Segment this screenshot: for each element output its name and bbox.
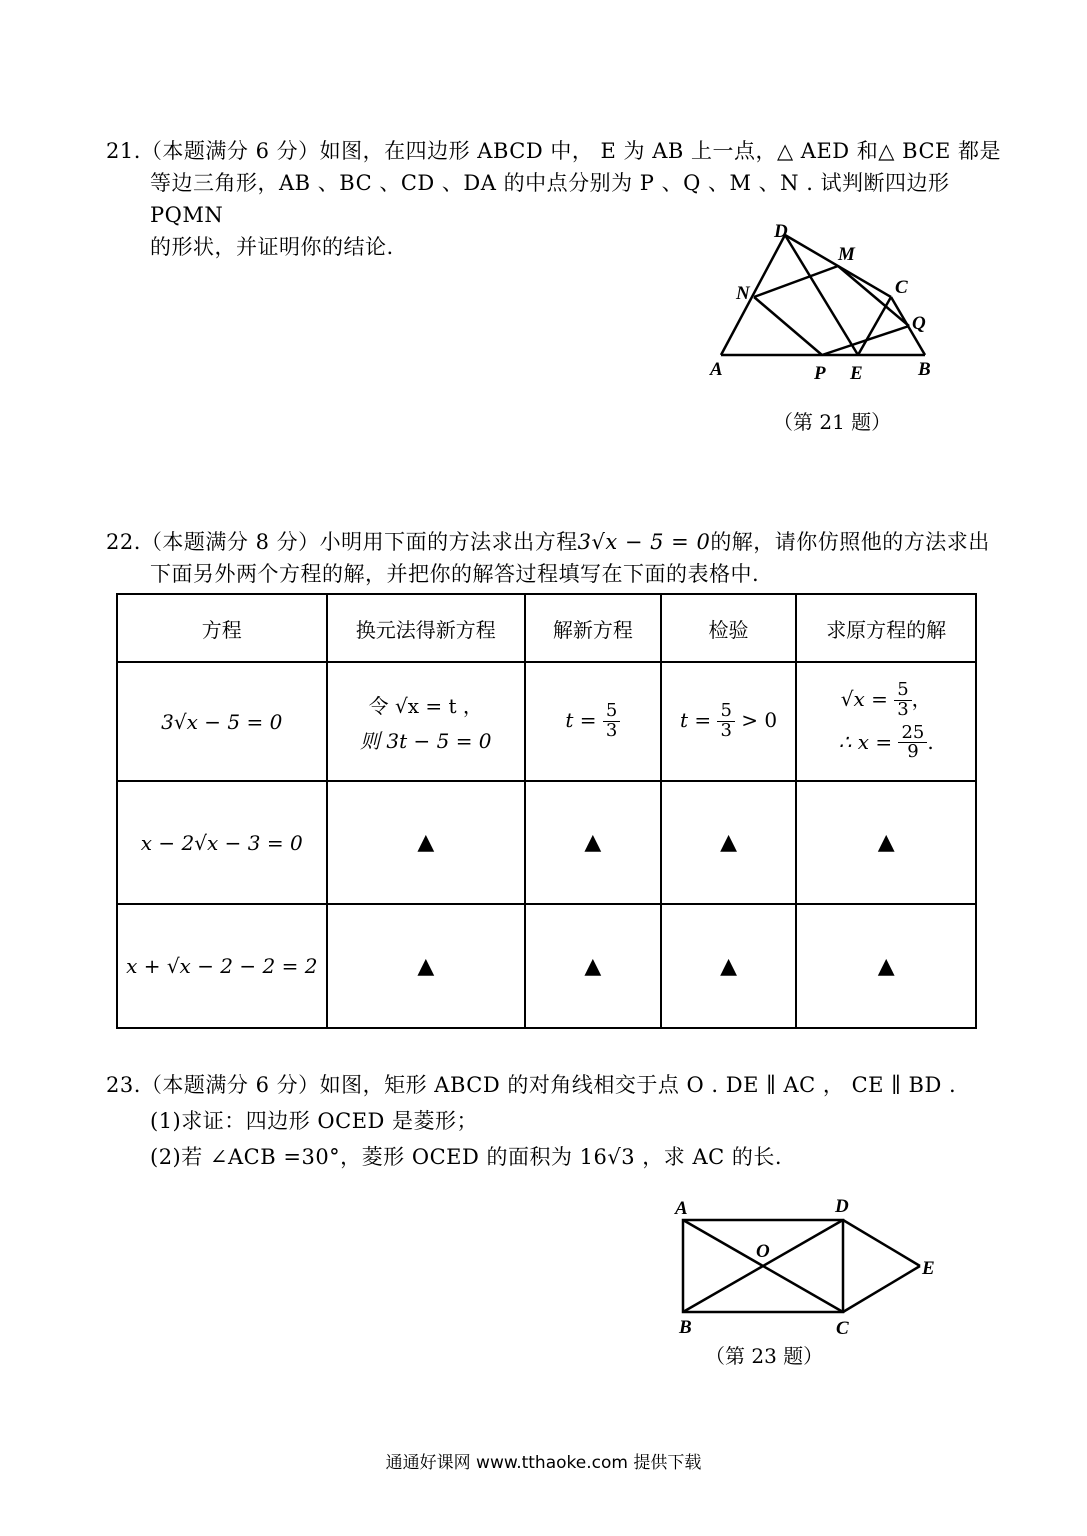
- fig23-label-c: C: [836, 1318, 849, 1339]
- example-sub-line1: 令 √x = t ，: [368, 693, 483, 718]
- table-header-row: [117, 594, 976, 662]
- row2-solution-placeholder[interactable]: ▲: [796, 781, 976, 904]
- ans1-tail: ，: [911, 686, 932, 711]
- q22-line1-post: 的解，请你仿照他的方法求出: [710, 530, 990, 554]
- solution-line2: [797, 721, 975, 763]
- q22-line2: 下面另外两个方程的解，并把你的解答过程填写在下面的表格中.: [150, 562, 760, 586]
- check-rhs: > 0: [741, 708, 778, 732]
- check-lhs: t =: [679, 708, 712, 732]
- row2-equation: x − 2√x − 3 = 0: [117, 781, 327, 904]
- table-row: [117, 904, 976, 1028]
- fig23-label-e: E: [922, 1258, 935, 1279]
- q21-line2: 等边三角形，AB 、BC 、CD 、DA 的中点分别为 P 、Q 、M 、N . 试判断四边形 PQMN: [150, 171, 950, 227]
- row3-solve-placeholder[interactable]: ▲: [525, 904, 661, 1028]
- fig21-label-a: A: [710, 359, 723, 380]
- check-num: 5: [717, 702, 734, 722]
- example-sub-line2: 则 3t − 5 = 0: [360, 728, 492, 753]
- fig23-label-a: A: [675, 1198, 688, 1219]
- q23-line1: 23.（本题满分 6 分）如图，矩形 ABCD 的对角线相交于点 O . DE ∥ AC ， CE ∥ BD .: [106, 1073, 957, 1097]
- fig21-label-e: E: [850, 363, 863, 384]
- q23-line3: (2)若 ∠ACB =30°，菱形 OCED 的面积为 16√3 ，求 AC 的长.: [150, 1145, 783, 1169]
- solve-lhs: t =: [565, 708, 597, 732]
- q22-line1: [106, 526, 1026, 558]
- fig23-label-d: D: [835, 1196, 849, 1217]
- header-check: 检验: [661, 594, 797, 662]
- header-solution: 求原方程的解: [796, 594, 976, 662]
- q22-line1-pre: 22.（本题满分 8 分）小明用下面的方法求出方程: [106, 530, 578, 554]
- ans1-den: 3: [897, 698, 909, 720]
- q23-line2: (1)求证：四边形 OCED 是菱形；: [150, 1109, 479, 1133]
- fig21-label-c: C: [895, 277, 908, 298]
- header-solve: 解新方程: [525, 594, 661, 662]
- fig21-label-m: M: [838, 244, 855, 265]
- fig23-label-b: B: [679, 1317, 692, 1338]
- q21-line1: 21.（本题满分 6 分）如图，在四边形 ABCD 中， E 为 AB 上一点，△ AED 和△ BCE 都是: [106, 139, 1002, 163]
- ans2-tail: .: [927, 729, 934, 754]
- row2-check-placeholder[interactable]: ▲: [661, 781, 797, 904]
- header-substitution: 换元法得新方程: [327, 594, 526, 662]
- q21-line3: 的形状，并证明你的结论.: [150, 235, 394, 259]
- ans2-lhs: ∴ x =: [838, 729, 893, 754]
- fig21-label-d: D: [774, 221, 788, 242]
- solution-line1: [797, 678, 975, 720]
- row2-solve-placeholder[interactable]: ▲: [525, 781, 661, 904]
- table-row: [117, 662, 976, 781]
- ans1-fraction: [894, 678, 911, 720]
- fig21-label-p: P: [814, 363, 826, 384]
- question-22: [106, 526, 1026, 590]
- caption-21: （第 21 题）: [773, 410, 892, 434]
- page-footer: 通通好课网 www.tthaoke.com 提供下载: [385, 1453, 702, 1473]
- example-substitution: [327, 662, 526, 781]
- check-den: 3: [720, 720, 732, 741]
- example-check: [661, 662, 797, 781]
- example-equation: 3√x − 5 = 0: [117, 662, 327, 781]
- fig21-label-b: B: [918, 359, 931, 380]
- fig21-label-n: N: [736, 283, 750, 304]
- ans2-den: 9: [907, 741, 919, 763]
- figure-21: [700, 215, 960, 395]
- ans1-lhs: √x =: [840, 686, 888, 711]
- check-fraction: [717, 702, 734, 741]
- caption-23: （第 23 题）: [705, 1344, 824, 1368]
- ans1-num: 5: [894, 681, 911, 701]
- example-solution: [796, 662, 976, 781]
- row3-check-placeholder[interactable]: ▲: [661, 904, 797, 1028]
- figure-23: [660, 1190, 950, 1340]
- table-row: [117, 781, 976, 904]
- q22-line1-equation: 3√x − 5 = 0: [577, 530, 711, 554]
- solve-num: 5: [603, 702, 620, 722]
- ans2-num: 25: [898, 724, 927, 744]
- question-23: [106, 1069, 1026, 1173]
- example-solve: [525, 662, 661, 781]
- header-equation: 方程: [117, 594, 327, 662]
- row3-solution-placeholder[interactable]: ▲: [796, 904, 976, 1028]
- fig21-label-q: Q: [912, 313, 926, 334]
- row3-equation: x + √x − 2 − 2 = 2: [117, 904, 327, 1028]
- solution-table: [116, 593, 977, 1029]
- ans2-fraction: [898, 721, 927, 763]
- solve-fraction: [603, 702, 620, 741]
- fig23-label-o: O: [756, 1241, 770, 1262]
- row3-substitution-placeholder[interactable]: ▲: [327, 904, 526, 1028]
- solve-den: 3: [605, 720, 618, 741]
- row2-substitution-placeholder[interactable]: ▲: [327, 781, 526, 904]
